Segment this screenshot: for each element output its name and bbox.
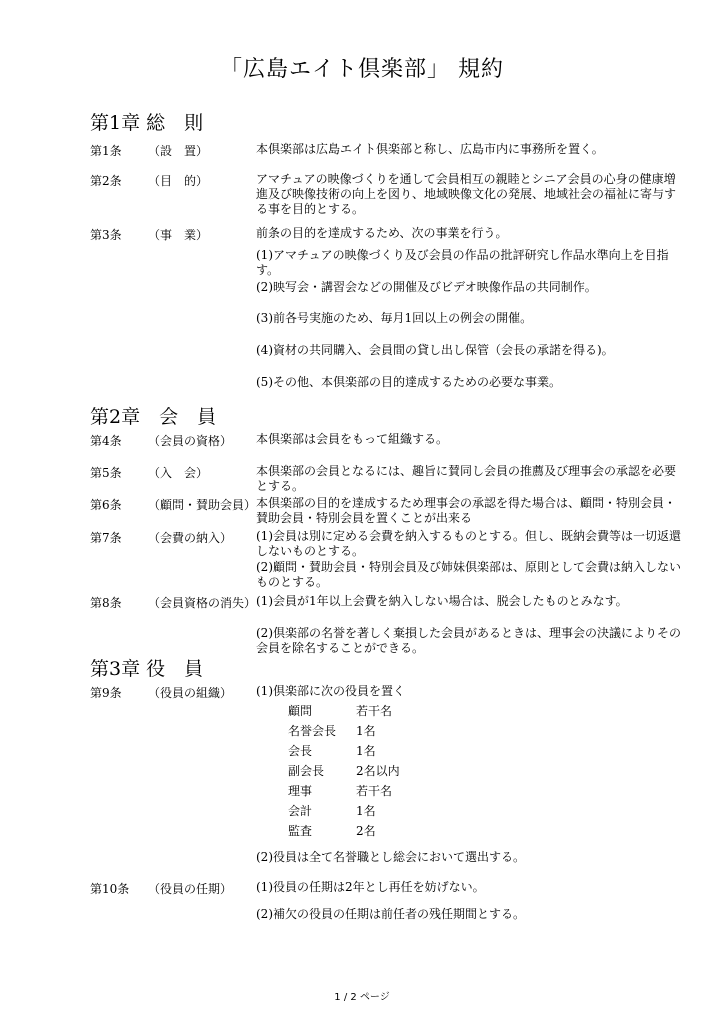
article-10-item-2: (2)補欠の役員の任期は前任者の残任期間とする。	[256, 907, 525, 921]
chapter-2-heading: 第2章 会 員	[90, 406, 217, 428]
article-7-number: 第7条	[90, 531, 122, 545]
officer-role: 名誉会長	[288, 724, 337, 738]
article-1-body: 本倶楽部は広島エイト倶楽部と称し、広島市内に事務所を置く。	[256, 142, 604, 156]
article-5-name: （入 会）	[148, 466, 209, 480]
officer-role: 監査	[288, 824, 313, 838]
article-6-number: 第6条	[90, 498, 122, 512]
article-3-intro: 前条の目的を達成するため、次の事業を行う。	[256, 226, 508, 240]
article-7-item-2: (2)顧問・賛助会員・特別会員及び姉妹倶楽部は、原則として会費は納入しないものとする。	[256, 560, 682, 589]
article-9-item-1: (1)倶楽部に次の役員を置く	[256, 684, 405, 698]
officer-role: 会長	[288, 744, 313, 758]
page-footer: 1 / 2 ページ	[334, 992, 390, 1003]
article-4-number: 第4条	[90, 434, 122, 448]
article-8-item-2: (2)倶楽部の名誉を著しく棄損した会員があるときは、理事会の決議によりその会員を除名することができる。	[256, 626, 682, 655]
article-9-name: （役員の組織）	[148, 686, 233, 700]
officer-role: 副会長	[288, 764, 325, 778]
officer-count: 若干名	[356, 784, 393, 798]
article-8-item-1: (1)会員が1年以上会費を納入しない場合は、脱会したものとみなす。	[256, 594, 628, 608]
article-3-number: 第3条	[90, 228, 122, 242]
article-3-item-3: (3)前各号実施のため、毎月1回以上の例会の開催。	[256, 311, 533, 325]
article-7-item-1: (1)会員は別に定める会費を納入するものとする。但し、既納会費等は一切返還しないものとする。	[256, 529, 682, 558]
article-3-item-4: (4)資材の共同購入、会員間の貸し出し保管（会長の承諾を得る)。	[256, 343, 614, 357]
article-6-name: （顧問・賛助会員）	[148, 498, 257, 512]
article-3-name: （事 業）	[148, 228, 209, 242]
article-10-item-1: (1)役員の任期は2年とし再任を妨げない。	[256, 880, 485, 894]
article-6-body: 本倶楽部の目的を達成するため理事会の承認を得た場合は、顧問・特別会員・賛助会員・特別会員を置くことが出来る	[256, 496, 677, 525]
article-8-name: （会員資格の消失）	[148, 596, 257, 610]
article-3-item-2: (2)映写会・講習会などの開催及びビデオ映像作品の共同制作。	[256, 280, 597, 294]
article-5-body: 本倶楽部の会員となるには、趣旨に賛同し会員の推薦及び理事会の承認を必要とする。	[256, 464, 677, 493]
article-9-number: 第9条	[90, 686, 122, 700]
officer-role: 顧問	[288, 704, 313, 718]
chapter-3-heading: 第3章 役 員	[90, 658, 204, 680]
article-7-name: （会費の納入）	[148, 531, 233, 545]
article-3-item-5: (5)その他、本倶楽部の目的達成するための必要な事業。	[256, 375, 562, 389]
article-2-body: アマチュアの映像づくりを通して会員相互の親睦とシニア会員の心身の健康増進及び映像技術の向上を図り、地域映像文化の発展、地域社会の福祉に寄与する事を目的とする。	[256, 172, 677, 216]
article-2-name: （目 的）	[148, 174, 209, 188]
article-1-name: （設 置）	[148, 144, 209, 158]
article-1-number: 第1条	[90, 144, 122, 158]
officer-role: 理事	[288, 784, 313, 798]
officer-count: 1名	[356, 744, 376, 758]
document-title: 「広島エイト倶楽部」 規約	[220, 57, 504, 82]
officer-count: 2名	[356, 824, 376, 838]
officer-role: 会計	[288, 804, 313, 818]
officer-count: 若干名	[356, 704, 393, 718]
officer-count: 2名以内	[356, 764, 400, 778]
article-5-number: 第5条	[90, 466, 122, 480]
article-4-body: 本倶楽部は会員をもって組織する。	[256, 432, 449, 446]
chapter-1-heading: 第1章 総 則	[90, 112, 204, 134]
article-4-name: （会員の資格）	[148, 434, 233, 448]
officer-count: 1名	[356, 724, 376, 738]
article-10-name: （役員の任期）	[148, 882, 233, 896]
article-10-number: 第10条	[90, 882, 130, 896]
officer-count: 1名	[356, 804, 376, 818]
article-3-item-1: (1)アマチュアの映像づくり及び会員の作品の批評研究し作品水準向上を目指す。	[256, 248, 669, 277]
article-9-item-2: (2)役員は全て名誉職とし総会において選出する。	[256, 850, 525, 864]
article-2-number: 第2条	[90, 174, 122, 188]
article-8-number: 第8条	[90, 596, 122, 610]
